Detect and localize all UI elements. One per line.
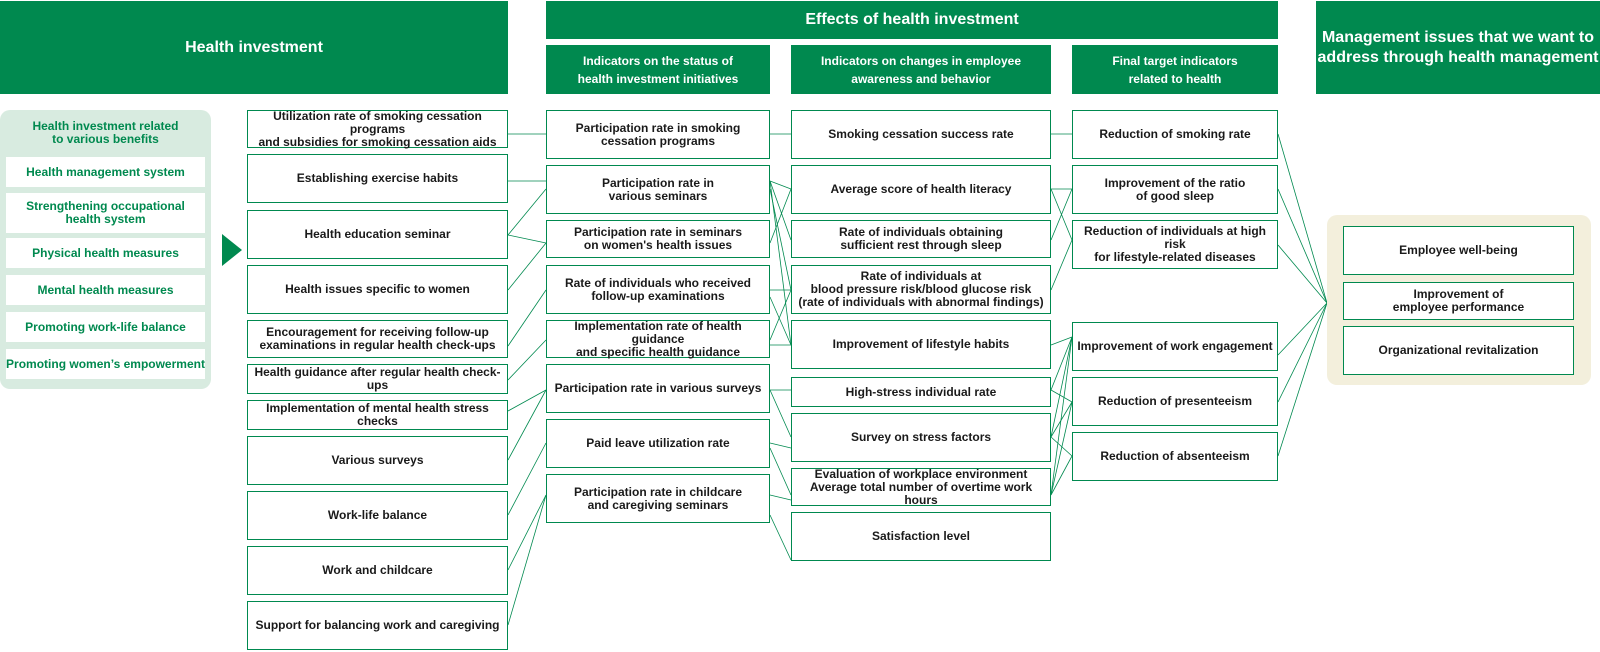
final-indicator: Reduction of absenteeism (1072, 432, 1278, 481)
investment-item: Various surveys (247, 436, 508, 485)
awareness-indicator: Rate of individuals obtaining sufficient rest through sleep (791, 220, 1051, 258)
awareness-indicator: Smoking cessation success rate (791, 110, 1051, 159)
investment-item: Work-life balance (247, 491, 508, 540)
awareness-indicators-header: Indicators on changes in employee awareness and behavior (791, 45, 1051, 94)
benefit-item: Promoting women’s empowerment (6, 349, 205, 379)
investment-item: Work and childcare (247, 546, 508, 595)
benefit-item: Strengthening occupational health system (6, 193, 205, 233)
benefit-item: Promoting work-life balance (6, 312, 205, 342)
awareness-indicator: High-stress individual rate (791, 377, 1051, 407)
final-indicator: Improvement of the ratio of good sleep (1072, 165, 1278, 214)
status-indicator: Participation rate in various surveys (546, 364, 770, 413)
investment-item: Health guidance after regular health check-ups (247, 364, 508, 394)
investment-item: Establishing exercise habits (247, 154, 508, 203)
final-indicator: Reduction of individuals at high risk for lifestyle-related diseases (1072, 220, 1278, 269)
health-investment-header: Health investment (0, 1, 508, 94)
final-indicator: Reduction of presenteeism (1072, 377, 1278, 426)
status-indicator: Participation rate in childcare and caregiving seminars (546, 474, 770, 523)
investment-item: Implementation of mental health stress checks (247, 400, 508, 430)
awareness-indicator: Satisfaction level (791, 512, 1051, 561)
status-indicators-header: Indicators on the status of health investment initiatives (546, 45, 770, 94)
investment-item: Health education seminar (247, 210, 508, 259)
investment-item: Encouragement for receiving follow-up examinations in regular health check-ups (247, 320, 508, 358)
status-indicator: Rate of individuals who received follow-up examinations (546, 265, 770, 314)
status-indicator: Participation rate in various seminars (546, 165, 770, 214)
management-header: Management issues that we want to address through health management (1316, 1, 1600, 94)
final-indicator: Reduction of smoking rate (1072, 110, 1278, 159)
status-indicator: Participation rate in smoking cessation programs (546, 110, 770, 159)
status-indicator: Implementation rate of health guidance and specific health guidance (546, 320, 770, 358)
benefit-item: Mental health measures (6, 275, 205, 305)
awareness-indicator: Survey on stress factors (791, 413, 1051, 462)
awareness-indicator: Average score of health literacy (791, 165, 1051, 214)
awareness-indicator: Rate of individuals at blood pressure risk/blood glucose risk (rate of individuals with abnormal findings) (791, 265, 1051, 314)
arrow-right-icon (222, 234, 242, 266)
awareness-indicator: Improvement of lifestyle habits (791, 320, 1051, 369)
status-indicator: Paid leave utilization rate (546, 419, 770, 468)
benefit-item: Health management system (6, 157, 205, 187)
investment-item: Utilization rate of smoking cessation programs and subsidies for smoking cessation aids (247, 110, 508, 148)
benefit-item: Physical health measures (6, 238, 205, 268)
management-issue: Organizational revitalization (1343, 326, 1574, 375)
awareness-indicator: Evaluation of workplace environment Average total number of overtime work hours (791, 468, 1051, 506)
management-issue: Employee well-being (1343, 226, 1574, 275)
benefits-title: Health investment related to various benefits (32, 119, 179, 146)
investment-item: Health issues specific to women (247, 265, 508, 314)
final-indicators-header: Final target indicators related to health (1072, 45, 1278, 94)
management-issue: Improvement of employee performance (1343, 282, 1574, 320)
investment-item: Support for balancing work and caregiving (247, 601, 508, 650)
status-indicator: Participation rate in seminars on women's health issues (546, 220, 770, 258)
final-indicator: Improvement of work engagement (1072, 322, 1278, 371)
effects-header: Effects of health investment (546, 1, 1278, 39)
